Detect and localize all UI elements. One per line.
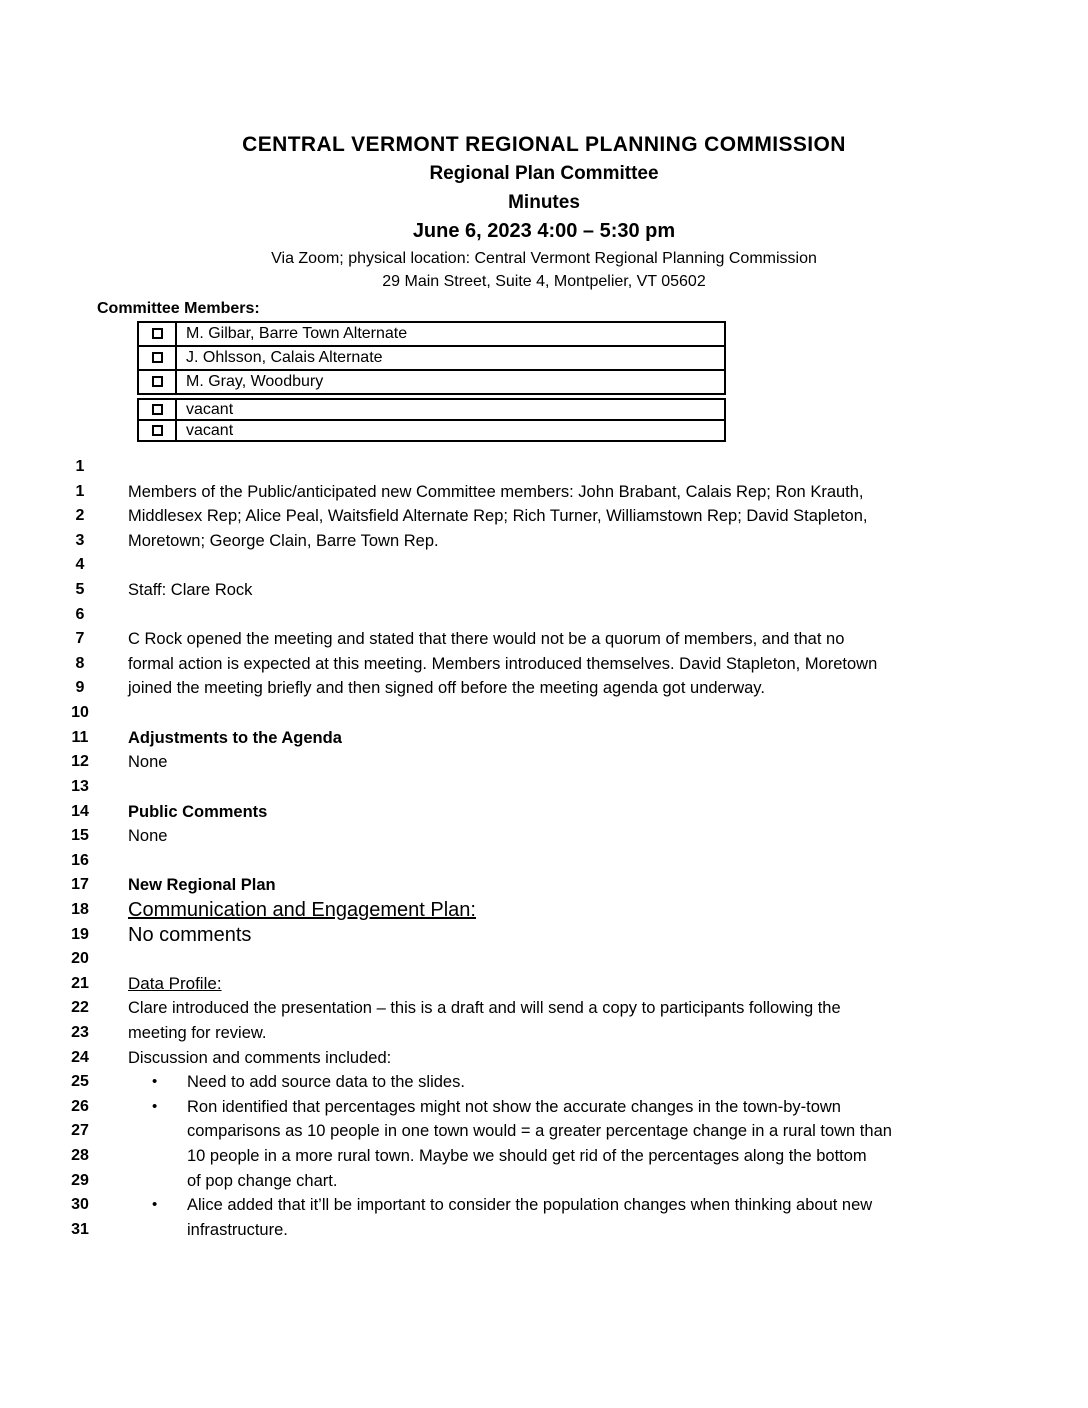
- bullet-icon: •: [152, 1196, 158, 1214]
- line-number: 23: [71, 1024, 89, 1042]
- org-title: CENTRAL VERMONT REGIONAL PLANNING COMMISSION: [242, 133, 846, 156]
- line-number: 12: [71, 753, 89, 771]
- line-number: 15: [71, 827, 89, 845]
- line-number: 14: [71, 802, 89, 820]
- checkbox-icon: [152, 425, 163, 436]
- committee-members-table: [137, 321, 726, 442]
- document-line: [0, 529, 1088, 554]
- bullet-icon: •: [152, 1097, 158, 1115]
- document-line: [0, 1021, 1088, 1046]
- line-text: Staff: Clare Rock: [128, 581, 253, 600]
- line-number: 4: [75, 556, 85, 574]
- checkbox-cell: [138, 399, 176, 420]
- line-text: None: [128, 827, 168, 846]
- checkbox-cell: [138, 370, 176, 394]
- member-row: [138, 346, 725, 370]
- line-number: 9: [75, 679, 85, 697]
- member-row: [138, 420, 725, 441]
- line-text: joined the meeting briefly and then signed off before the meeting agenda got underway.: [128, 679, 765, 698]
- meeting-datetime: June 6, 2023 4:00 – 5:30 pm: [412, 220, 676, 242]
- line-text: Moretown; George Clain, Barre Town Rep.: [128, 531, 439, 550]
- document-line: [0, 1119, 1088, 1144]
- document-type: Minutes: [508, 192, 580, 213]
- checkbox-icon: [152, 404, 163, 415]
- document-line: [0, 603, 1088, 628]
- checkbox-cell: [138, 420, 176, 441]
- line-text: None: [128, 753, 168, 772]
- line-text: Need to add source data to the slides.: [187, 1073, 465, 1092]
- line-number: 22: [71, 999, 89, 1017]
- line-text: infrastructure.: [187, 1220, 288, 1239]
- line-number: 17: [71, 876, 89, 894]
- document-line: [0, 701, 1088, 726]
- line-text: New Regional Plan: [128, 876, 276, 895]
- member-row: [138, 399, 725, 420]
- committee-title: Regional Plan Committee: [429, 163, 659, 184]
- document-line: [0, 1095, 1088, 1120]
- line-number: 6: [75, 605, 85, 623]
- line-text: Data Profile:: [128, 973, 222, 993]
- members-table-group1: [137, 321, 726, 395]
- checkbox-icon: [152, 328, 163, 339]
- committee-members-label: Committee Members:: [97, 300, 260, 317]
- document-line: [0, 972, 1088, 997]
- document-line: [0, 1169, 1088, 1194]
- member-name: M. Gilbar, Barre Town Alternate: [176, 322, 725, 346]
- line-text: Clare introduced the presentation – this is a draft and will send a copy to participants following the: [128, 999, 841, 1018]
- meeting-location-1: Via Zoom; physical location: Central Vermont Regional Planning Commission: [271, 250, 817, 267]
- line-text: meeting for review.: [128, 1024, 267, 1043]
- document-line: [0, 1070, 1088, 1095]
- checkbox-cell: [138, 346, 176, 370]
- document-line: [0, 1144, 1088, 1169]
- document-line: [0, 800, 1088, 825]
- document-line: [0, 1218, 1088, 1243]
- document-line: [0, 726, 1088, 751]
- line-text: No comments: [128, 923, 252, 946]
- line-text: Middlesex Rep; Alice Peal, Waitsfield Alternate Rep; Rich Turner, Williamstown Rep; David Stapleton,: [128, 507, 868, 526]
- meeting-location-2: 29 Main Street, Suite 4, Montpelier, VT 05602: [382, 273, 706, 290]
- line-text: Alice added that it’ll be important to consider the population changes when thinking about new: [187, 1196, 873, 1215]
- document-line: [0, 480, 1088, 505]
- document-line: [0, 996, 1088, 1021]
- document-line: [0, 775, 1088, 800]
- document-line: [0, 873, 1088, 898]
- document-line: [0, 849, 1088, 874]
- document-line: [0, 1193, 1088, 1218]
- line-text: comparisons as 10 people in one town would = a greater percentage change in a rural town than: [187, 1122, 892, 1141]
- line-number: 5: [75, 581, 85, 599]
- line-number: 21: [71, 974, 89, 992]
- bullet-icon: •: [152, 1073, 158, 1091]
- document-line: [0, 898, 1088, 923]
- members-group1-body: [138, 322, 725, 394]
- document-line: [0, 455, 1088, 480]
- line-number: 27: [71, 1122, 89, 1140]
- member-name: J. Ohlsson, Calais Alternate: [176, 346, 725, 370]
- document-line: [0, 627, 1088, 652]
- member-row: [138, 322, 725, 346]
- line-number: 13: [71, 777, 89, 795]
- line-number: 30: [71, 1196, 89, 1214]
- document-header: [0, 130, 1088, 293]
- line-number: 11: [71, 728, 89, 746]
- document-line: [0, 504, 1088, 529]
- line-text: Communication and Engagement Plan:: [128, 898, 476, 921]
- line-number: 7: [75, 630, 85, 648]
- line-number: 2: [75, 507, 85, 525]
- line-text: Adjustments to the Agenda: [128, 728, 342, 747]
- line-text: 10 people in a more rural town. Maybe we should get rid of the percentages along the bottom: [187, 1147, 867, 1166]
- document-line: [0, 578, 1088, 603]
- line-text: of pop change chart.: [187, 1171, 338, 1190]
- line-number: 16: [71, 851, 89, 869]
- line-number: 3: [75, 531, 85, 549]
- line-number: 28: [71, 1147, 89, 1165]
- line-text: Discussion and comments included:: [128, 1048, 392, 1067]
- line-number: 1: [75, 482, 85, 500]
- document-line: [0, 676, 1088, 701]
- line-number: 10: [71, 704, 89, 722]
- document-line: [0, 553, 1088, 578]
- line-text: Public Comments: [128, 802, 268, 821]
- line-number: 26: [71, 1097, 89, 1115]
- line-text: Ron identified that percentages might not show the accurate changes in the town-by-town: [187, 1097, 841, 1116]
- member-name: vacant: [176, 399, 725, 420]
- checkbox-cell: [138, 322, 176, 346]
- line-number: 18: [71, 900, 89, 918]
- line-text: Members of the Public/anticipated new Committee members: John Brabant, Calais Rep; Ron Krauth,: [128, 482, 864, 501]
- checkbox-icon: [152, 376, 163, 387]
- line-number: 24: [71, 1048, 89, 1066]
- line-text: formal action is expected at this meeting. Members introduced themselves. David Stapleton, Moretown: [128, 654, 878, 673]
- member-name: vacant: [176, 420, 725, 441]
- line-number: 19: [71, 925, 89, 943]
- line-number: 1: [75, 458, 85, 475]
- document-line: [0, 1046, 1088, 1071]
- body-lines: [0, 455, 1088, 1243]
- document-line: [0, 652, 1088, 677]
- document-line: [0, 750, 1088, 775]
- line-number: 31: [71, 1220, 89, 1238]
- line-number: 25: [71, 1073, 89, 1091]
- member-row: [138, 370, 725, 394]
- member-name: M. Gray, Woodbury: [176, 370, 725, 394]
- checkbox-icon: [152, 352, 163, 363]
- document-line: [0, 824, 1088, 849]
- members-table-group2: [137, 398, 726, 442]
- document-line: [0, 923, 1088, 948]
- line-number: 8: [75, 654, 85, 672]
- line-number: 29: [71, 1171, 89, 1189]
- members-group2-body: [138, 399, 725, 441]
- line-number: 20: [71, 950, 89, 968]
- line-text: C Rock opened the meeting and stated that there would not be a quorum of members, and that no: [128, 630, 845, 649]
- document-line: [0, 947, 1088, 972]
